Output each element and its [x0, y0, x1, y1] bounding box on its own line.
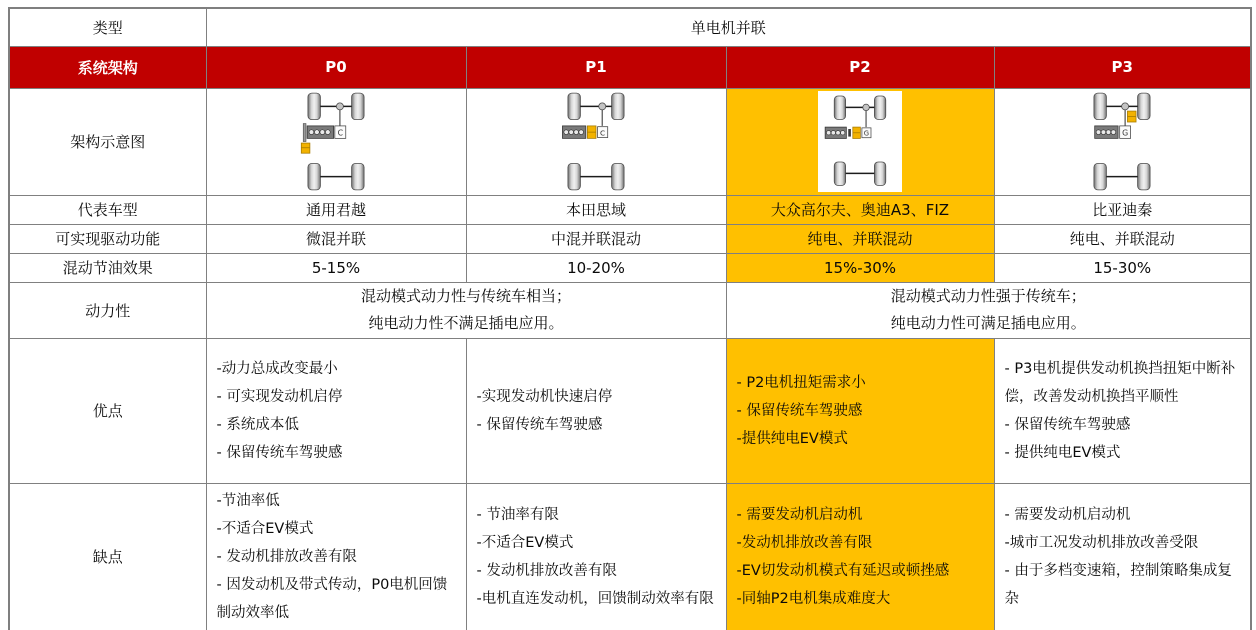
- clutch-icon: [848, 129, 851, 137]
- cell-function-p3: 纯电、并联混动: [994, 224, 1251, 253]
- list-item: - 提供纯电EV模式: [1004, 444, 1121, 461]
- list-item: - 需要发动机启动机: [736, 506, 863, 523]
- list-item: -不适合EV模式: [216, 520, 314, 537]
- p2-diagram-image-box: [818, 91, 902, 192]
- list-item: - 需要发动机启动机: [1004, 506, 1131, 523]
- wheel-icon: [612, 163, 624, 190]
- cell-fuel-p3: 15-30%: [994, 253, 1251, 282]
- list-item: - 保留传统车驾驶感: [736, 402, 863, 419]
- model-row-label: 代表车型: [9, 195, 206, 224]
- diagram-row-label: 架构示意图: [9, 88, 206, 195]
- list-item: - 系统成本低: [216, 416, 299, 433]
- architecture-comparison-table: [8, 7, 1252, 630]
- cell-performance-p2-p3: [726, 282, 1251, 338]
- cell-disadvantages-p1: [466, 483, 726, 630]
- p3-architecture-diagram: [1083, 90, 1161, 193]
- table-header-row: [9, 46, 1251, 88]
- list-item: -实现发动机快速启停: [476, 388, 613, 405]
- table-row-diagrams: [9, 88, 1251, 195]
- header-p3: P3: [994, 46, 1251, 88]
- advantages-row-label: 优点: [9, 338, 206, 483]
- list-item: - P2电机扭矩需求小: [736, 374, 866, 391]
- list-item: - 因发动机及带式传动，P0电机回馈制动效率低: [216, 576, 448, 621]
- cell-disadvantages-p3: [994, 483, 1251, 630]
- gearbox-label: G: [863, 129, 870, 138]
- list-item: 纯电动力性可满足插电应用。: [890, 314, 1086, 332]
- disadvantages-row-label: 缺点: [9, 483, 206, 630]
- cell-fuel-p2: 15%-30%: [726, 253, 994, 282]
- function-row-label: 可实现驱动功能: [9, 224, 206, 253]
- list-item: -提供纯电EV模式: [736, 430, 848, 447]
- differential-icon: [863, 104, 870, 111]
- type-row-label: 类型: [9, 8, 206, 46]
- list-item: -电机直连发动机，回馈制动效率有限: [476, 590, 714, 607]
- p1-architecture-diagram: [557, 90, 635, 193]
- cell-advantages-p2: [726, 338, 994, 483]
- wheel-icon: [568, 93, 580, 120]
- list-item: -节油率低: [216, 492, 280, 509]
- table-row-disadvantages: [9, 483, 1251, 630]
- list-item: - 保留传统车驾驶感: [476, 416, 603, 433]
- cell-model-p3: 比亚迪秦: [994, 195, 1251, 224]
- wheel-icon: [834, 96, 845, 119]
- list-item: - 可实现发动机启停: [216, 388, 343, 405]
- list-item: - 发动机排放改善有限: [476, 562, 617, 579]
- wheel-icon: [352, 93, 364, 120]
- cell-function-p1: 中混并联混动: [466, 224, 726, 253]
- list-item: 纯电动力性不满足插电应用。: [368, 314, 564, 332]
- fuel-row-label: 混动节油效果: [9, 253, 206, 282]
- header-system-architecture: 系统架构: [9, 46, 206, 88]
- list-item: -不适合EV模式: [476, 534, 574, 551]
- wheel-icon: [1138, 93, 1150, 120]
- cell-model-p1: 本田思域: [466, 195, 726, 224]
- cell-diagram-p0: [206, 88, 466, 195]
- list-item: - P3电机提供发动机换挡扭矩中断补偿，改善发动机换挡平顺性: [1004, 360, 1236, 405]
- list-item: -动力总成改变最小: [216, 360, 338, 377]
- list-item: -同轴P2电机集成难度大: [736, 590, 891, 607]
- wheel-icon: [1094, 93, 1106, 120]
- table-row-functions: [9, 224, 1251, 253]
- cell-performance-p0-p1: [206, 282, 726, 338]
- list-item: -发动机排放改善有限: [736, 534, 873, 551]
- wheel-icon: [1138, 163, 1150, 190]
- wheel-icon: [568, 163, 580, 190]
- cell-advantages-p1: [466, 338, 726, 483]
- header-p0: P0: [206, 46, 466, 88]
- list-item: - 节油率有限: [476, 506, 559, 523]
- p2-architecture-diagram: [822, 93, 898, 190]
- cell-diagram-p1: [466, 88, 726, 195]
- cell-advantages-p0: [206, 338, 466, 483]
- table-row-type: [9, 8, 1251, 46]
- list-item: - 保留传统车驾驶感: [1004, 416, 1131, 433]
- list-item: -城市工况发动机排放改善受限: [1004, 534, 1199, 551]
- cell-model-p2: 大众高尔夫、奥迪A3、FIZ: [726, 195, 994, 224]
- cell-fuel-p0: 5-15%: [206, 253, 466, 282]
- gearbox-label: C: [337, 128, 344, 138]
- differential-icon: [599, 103, 606, 110]
- differential-icon: [1122, 103, 1129, 110]
- wheel-icon: [874, 162, 885, 185]
- differential-icon: [336, 103, 343, 110]
- gearbox-label: C: [600, 128, 606, 138]
- wheel-icon: [352, 163, 364, 190]
- list-item: - 由于多档变速箱，控制策略集成复杂: [1004, 562, 1232, 607]
- wheel-icon: [834, 162, 845, 185]
- header-p1: P1: [466, 46, 726, 88]
- table-row-models: [9, 195, 1251, 224]
- p0-architecture-diagram: [297, 90, 375, 193]
- list-item: -EV切发动机模式有延迟或顿挫感: [736, 562, 950, 579]
- cell-model-p0: 通用君越: [206, 195, 466, 224]
- wheel-icon: [612, 93, 624, 120]
- motor-icon: [301, 143, 310, 153]
- cell-diagram-p3: [994, 88, 1251, 195]
- cell-disadvantages-p2: [726, 483, 994, 630]
- gearbox-label: G: [1122, 128, 1129, 138]
- header-p2: P2: [726, 46, 994, 88]
- belt-icon: [303, 124, 306, 142]
- cell-function-p0: 微混并联: [206, 224, 466, 253]
- wheel-icon: [308, 163, 320, 190]
- list-item: - 保留传统车驾驶感: [216, 444, 343, 461]
- wheel-icon: [874, 96, 885, 119]
- table-row-advantages: [9, 338, 1251, 483]
- wheel-icon: [308, 93, 320, 120]
- cell-disadvantages-p0: [206, 483, 466, 630]
- cell-advantages-p3: [994, 338, 1251, 483]
- performance-row-label: 动力性: [9, 282, 206, 338]
- wheel-icon: [1094, 163, 1106, 190]
- cell-function-p2: 纯电、并联混动: [726, 224, 994, 253]
- list-item: 混动模式动力性强于传统车；: [890, 287, 1086, 305]
- list-item: 混动模式动力性与传统车相当；: [360, 287, 571, 305]
- list-item: - 发动机排放改善有限: [216, 548, 357, 565]
- cell-diagram-p2: [726, 88, 994, 195]
- table-row-fuel-saving: [9, 253, 1251, 282]
- cell-fuel-p1: 10-20%: [466, 253, 726, 282]
- type-row-value: 单电机并联: [206, 8, 1251, 46]
- table-row-performance: [9, 282, 1251, 338]
